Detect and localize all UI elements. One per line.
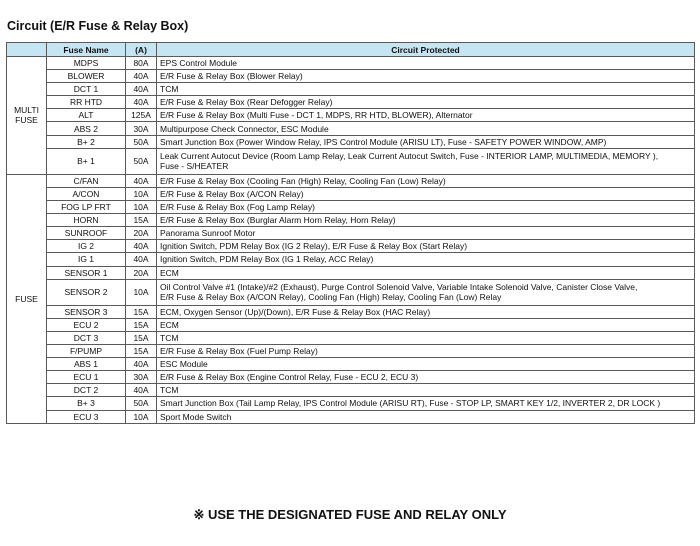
circuit-cell — [157, 174, 695, 187]
circuit-line: E/R Fuse & Relay Box (Burglar Alarm Horn Relay, Horn Relay) — [160, 215, 396, 226]
fuse-name-cell: A/CON — [47, 187, 126, 200]
circuit-cell — [157, 331, 695, 344]
amp-cell: 40A — [126, 240, 157, 253]
amp-cell: 40A — [126, 174, 157, 187]
circuit-cell — [157, 305, 695, 318]
circuit-cell — [157, 410, 695, 423]
amp-cell: 10A — [126, 279, 157, 305]
circuit-line: E/R Fuse & Relay Box (Fuel Pump Relay) — [160, 346, 318, 357]
fuse-name-cell: HORN — [47, 214, 126, 227]
table-row — [7, 122, 695, 135]
circuit-cell — [157, 214, 695, 227]
table-row — [7, 371, 695, 384]
circuit-line: ECM — [160, 267, 179, 278]
circuit-line: E/R Fuse & Relay Box (Fog Lamp Relay) — [160, 202, 315, 213]
circuit-cell — [157, 318, 695, 331]
circuit-line: E/R Fuse & Relay Box (Rear Defogger Relay) — [160, 97, 333, 108]
fuse-name-cell: ABS 1 — [47, 358, 126, 371]
fuse-name-cell: FOG LP FRT — [47, 201, 126, 214]
circuit-line: Smart Junction Box (Tail Lamp Relay, IPS Control Module (ARISU RT), Fuse - STOP LP, SMART KEY 1/2, INVERTER 2, DR LOCK ) — [160, 398, 661, 409]
fuse-name-cell: SENSOR 1 — [47, 266, 126, 279]
circuit-line: Smart Junction Box (Power Window Relay, IPS Control Module (ARISU LT), Fuse - SAFETY POWER WINDOW, AMP) — [160, 136, 607, 147]
header-amp: (A) — [126, 43, 157, 57]
fuse-table — [6, 42, 695, 424]
fuse-name-cell: C/FAN — [47, 174, 126, 187]
circuit-line: E/R Fuse & Relay Box (A/CON Relay) — [160, 188, 304, 199]
circuit-cell — [157, 96, 695, 109]
fuse-name-cell: RR HTD — [47, 96, 126, 109]
table-row — [7, 358, 695, 371]
amp-cell: 80A — [126, 57, 157, 70]
table-row — [7, 96, 695, 109]
amp-cell: 10A — [126, 201, 157, 214]
amp-cell: 50A — [126, 148, 157, 174]
table-row — [7, 279, 695, 305]
group-label-line: MULTI — [14, 105, 39, 116]
circuit-cell — [157, 266, 695, 279]
amp-cell: 15A — [126, 331, 157, 344]
fuse-name-cell: SENSOR 3 — [47, 305, 126, 318]
amp-cell: 15A — [126, 214, 157, 227]
circuit-cell — [157, 371, 695, 384]
circuit-cell — [157, 70, 695, 83]
table-row — [7, 109, 695, 122]
table-row — [7, 331, 695, 344]
circuit-cell — [157, 384, 695, 397]
amp-cell: 15A — [126, 345, 157, 358]
table-row — [7, 148, 695, 174]
fuse-table-body — [7, 57, 695, 424]
amp-cell: 40A — [126, 70, 157, 83]
circuit-cell — [157, 397, 695, 410]
circuit-line: Oil Control Valve #1 (Intake)/#2 (Exhaust), Purge Control Solenoid Valve, Variable Intake Solenoid Valve, Canister Close Valve, — [160, 282, 638, 293]
fuse-name-cell: DCT 3 — [47, 331, 126, 344]
amp-cell: 40A — [126, 96, 157, 109]
usage-note: ※ USE THE DESIGNATED FUSE AND RELAY ONLY — [193, 507, 507, 522]
circuit-cell — [157, 83, 695, 96]
table-row — [7, 57, 695, 70]
table-row — [7, 384, 695, 397]
fuse-name-cell: B+ 2 — [47, 135, 126, 148]
header-group — [7, 43, 47, 57]
circuit-cell — [157, 187, 695, 200]
table-row — [7, 397, 695, 410]
fuse-name-cell: B+ 1 — [47, 148, 126, 174]
group-label — [7, 57, 47, 175]
fuse-name-cell: ABS 2 — [47, 122, 126, 135]
circuit-cell — [157, 227, 695, 240]
table-row — [7, 70, 695, 83]
fuse-name-cell: IG 2 — [47, 240, 126, 253]
table-row — [7, 410, 695, 423]
table-row — [7, 305, 695, 318]
group-label-line: FUSE — [15, 115, 38, 126]
table-row — [7, 83, 695, 96]
header-row — [7, 43, 695, 57]
circuit-cell — [157, 148, 695, 174]
table-row — [7, 214, 695, 227]
group-label-line: FUSE — [15, 293, 38, 304]
group-label — [7, 174, 47, 423]
circuit-cell — [157, 240, 695, 253]
circuit-line: Ignition Switch, PDM Relay Box (IG 1 Relay, ACC Relay) — [160, 254, 374, 265]
table-row — [7, 253, 695, 266]
fuse-name-cell: ALT — [47, 109, 126, 122]
fuse-name-cell: BLOWER — [47, 70, 126, 83]
circuit-line: E/R Fuse & Relay Box (Engine Control Relay, Fuse - ECU 2, ECU 3) — [160, 372, 419, 383]
circuit-line: Ignition Switch, PDM Relay Box (IG 2 Relay), E/R Fuse & Relay Box (Start Relay) — [160, 241, 468, 252]
table-row — [7, 227, 695, 240]
table-row — [7, 135, 695, 148]
amp-cell: 50A — [126, 397, 157, 410]
table-row — [7, 266, 695, 279]
circuit-line: ECM — [160, 319, 179, 330]
amp-cell: 15A — [126, 318, 157, 331]
circuit-cell — [157, 135, 695, 148]
circuit-line: TCM — [160, 84, 179, 95]
table-row — [7, 187, 695, 200]
fuse-name-cell: DCT 1 — [47, 83, 126, 96]
circuit-line: E/R Fuse & Relay Box (Blower Relay) — [160, 71, 303, 82]
amp-cell: 20A — [126, 227, 157, 240]
circuit-cell — [157, 109, 695, 122]
circuit-line: ECM, Oxygen Sensor (Up)/(Down), E/R Fuse & Relay Box (HAC Relay) — [160, 306, 431, 317]
circuit-line: TCM — [160, 385, 179, 396]
amp-cell: 15A — [126, 305, 157, 318]
fuse-name-cell: ECU 3 — [47, 410, 126, 423]
circuit-line: EPS Control Module — [160, 58, 238, 69]
circuit-line: Fuse - S/HEATER — [160, 161, 229, 172]
fuse-name-cell: DCT 2 — [47, 384, 126, 397]
fuse-name-cell: F/PUMP — [47, 345, 126, 358]
amp-cell: 30A — [126, 371, 157, 384]
circuit-line: E/R Fuse & Relay Box (Cooling Fan (High) Relay, Cooling Fan (Low) Relay) — [160, 175, 446, 186]
amp-cell: 125A — [126, 109, 157, 122]
circuit-line: ESC Module — [160, 359, 208, 370]
fuse-name-cell: SENSOR 2 — [47, 279, 126, 305]
fuse-name-cell: MDPS — [47, 57, 126, 70]
amp-cell: 20A — [126, 266, 157, 279]
header-fuse-name: Fuse Name — [47, 43, 126, 57]
circuit-line: Leak Current Autocut Device (Room Lamp Relay, Leak Current Autocut Switch, Fuse - INTERIOR LAMP, MULTIMEDIA, MEMORY ), — [160, 151, 659, 162]
header-circuit: Circuit Protected — [157, 43, 695, 57]
amp-cell: 40A — [126, 358, 157, 371]
circuit-cell — [157, 358, 695, 371]
fuse-name-cell: SUNROOF — [47, 227, 126, 240]
amp-cell: 40A — [126, 253, 157, 266]
table-row — [7, 240, 695, 253]
fuse-name-cell: IG 1 — [47, 253, 126, 266]
table-row — [7, 201, 695, 214]
circuit-cell — [157, 345, 695, 358]
amp-cell: 50A — [126, 135, 157, 148]
circuit-line: E/R Fuse & Relay Box (Multi Fuse - DCT 1, MDPS, RR HTD, BLOWER), Alternator — [160, 110, 473, 121]
amp-cell: 10A — [126, 187, 157, 200]
table-row — [7, 174, 695, 187]
table-row — [7, 318, 695, 331]
circuit-line: Sport Mode Switch — [160, 411, 232, 422]
fuse-name-cell: B+ 3 — [47, 397, 126, 410]
circuit-line: Multipurpose Check Connector, ESC Module — [160, 123, 329, 134]
fuse-name-cell: ECU 2 — [47, 318, 126, 331]
amp-cell: 40A — [126, 384, 157, 397]
amp-cell: 30A — [126, 122, 157, 135]
circuit-cell — [157, 201, 695, 214]
circuit-cell — [157, 279, 695, 305]
circuit-line: TCM — [160, 333, 179, 344]
circuit-cell — [157, 57, 695, 70]
circuit-cell — [157, 122, 695, 135]
amp-cell: 40A — [126, 83, 157, 96]
table-row — [7, 345, 695, 358]
circuit-line: Panorama Sunroof Motor — [160, 228, 256, 239]
page-title: Circuit (E/R Fuse & Relay Box) — [7, 19, 189, 33]
amp-cell: 10A — [126, 410, 157, 423]
fuse-name-cell: ECU 1 — [47, 371, 126, 384]
circuit-cell — [157, 253, 695, 266]
circuit-line: E/R Fuse & Relay Box (A/CON Relay), Cooling Fan (High) Relay, Cooling Fan (Low) Relay — [160, 292, 502, 303]
